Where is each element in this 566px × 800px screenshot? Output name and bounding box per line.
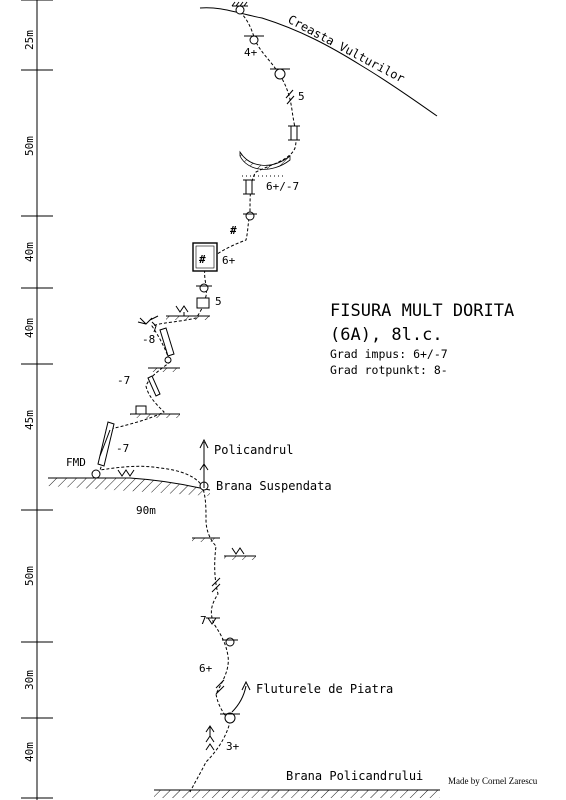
pitch-length-3: 40m [23,242,36,262]
overhang-1 [240,152,290,176]
base-ledge [154,769,440,798]
grade-5: 6+ [222,254,236,267]
fluturele-arrow [232,682,393,712]
pitch-length-7: 30m [23,670,36,690]
suspended-ledge [48,456,332,517]
grade-11: 6+ [199,662,213,675]
crack-piton-1 [288,126,300,140]
fmd-label: FMD [66,456,86,469]
base-label: Brana Policandrului [286,769,424,783]
grade-4: # [230,224,237,237]
belay-9 [222,638,238,646]
ledge-length-label: 90m [136,504,156,517]
policandrul-exit [200,440,293,466]
belay-4 [243,212,257,220]
pitch-length-8: 40m [23,742,36,762]
belay-6 [138,316,158,332]
pillar-2 [148,376,160,396]
fluturele-label: Fluturele de Piatra [256,682,394,696]
up-arrows [206,726,214,750]
pitch-length-5: 45m [23,410,36,430]
grade-9: -7 [116,442,130,455]
ledge-small-2 [148,368,180,372]
grade-8: -7 [117,374,131,387]
lower-route-features [192,538,393,750]
grade-7: -8 [142,333,156,346]
ridge-label: Creasta Vulturilor [285,12,407,86]
route-info [330,301,514,377]
upper-belays [98,2,300,466]
ledge-small-3 [130,406,180,418]
grade-2: 5 [298,90,305,103]
pitch-length-6: 50m [23,566,36,586]
grade-labels [116,46,305,753]
route-grade-impus: Grad impus: 6+/-7 [330,347,448,361]
route-grade-line: (6A), 8l.c. [330,325,443,345]
grade-1: 4+ [244,46,258,59]
crux-marks-1 [286,90,294,104]
pitch-length-2: 50m [23,136,36,156]
grade-12: 3+ [226,740,240,753]
grade-3: 6+/-7 [266,180,300,193]
pitch-length-4: 40m [23,318,36,338]
ledge-label: Brana Suspendata [216,479,332,493]
belay-5 [196,284,212,292]
dihedral-flake [98,422,114,466]
length-scale [21,0,53,800]
belay-10 [220,713,240,723]
grade-10: 7 [200,614,207,627]
belay-3 [270,69,290,79]
crack-piton-2 [243,180,255,194]
policandrul-label: Policandrul [214,443,294,457]
ridge-line [200,8,437,116]
ledge-small-4 [192,538,220,542]
grade-4b: # [199,253,206,266]
grade-6: 5 [215,295,222,308]
belay-7 [224,548,256,560]
belay-2 [244,36,264,44]
upper-route [100,12,296,792]
small-square-1 [197,298,209,308]
author-credit: Made by Cornel Zarescu [448,776,538,786]
route-name: FISURA MULT DORITA [330,301,515,321]
pitch-length-1: 25m [23,30,36,50]
pillar-1 [160,328,174,363]
route-grade-rotpunkt: Grad rotpunkt: 8- [330,363,448,377]
